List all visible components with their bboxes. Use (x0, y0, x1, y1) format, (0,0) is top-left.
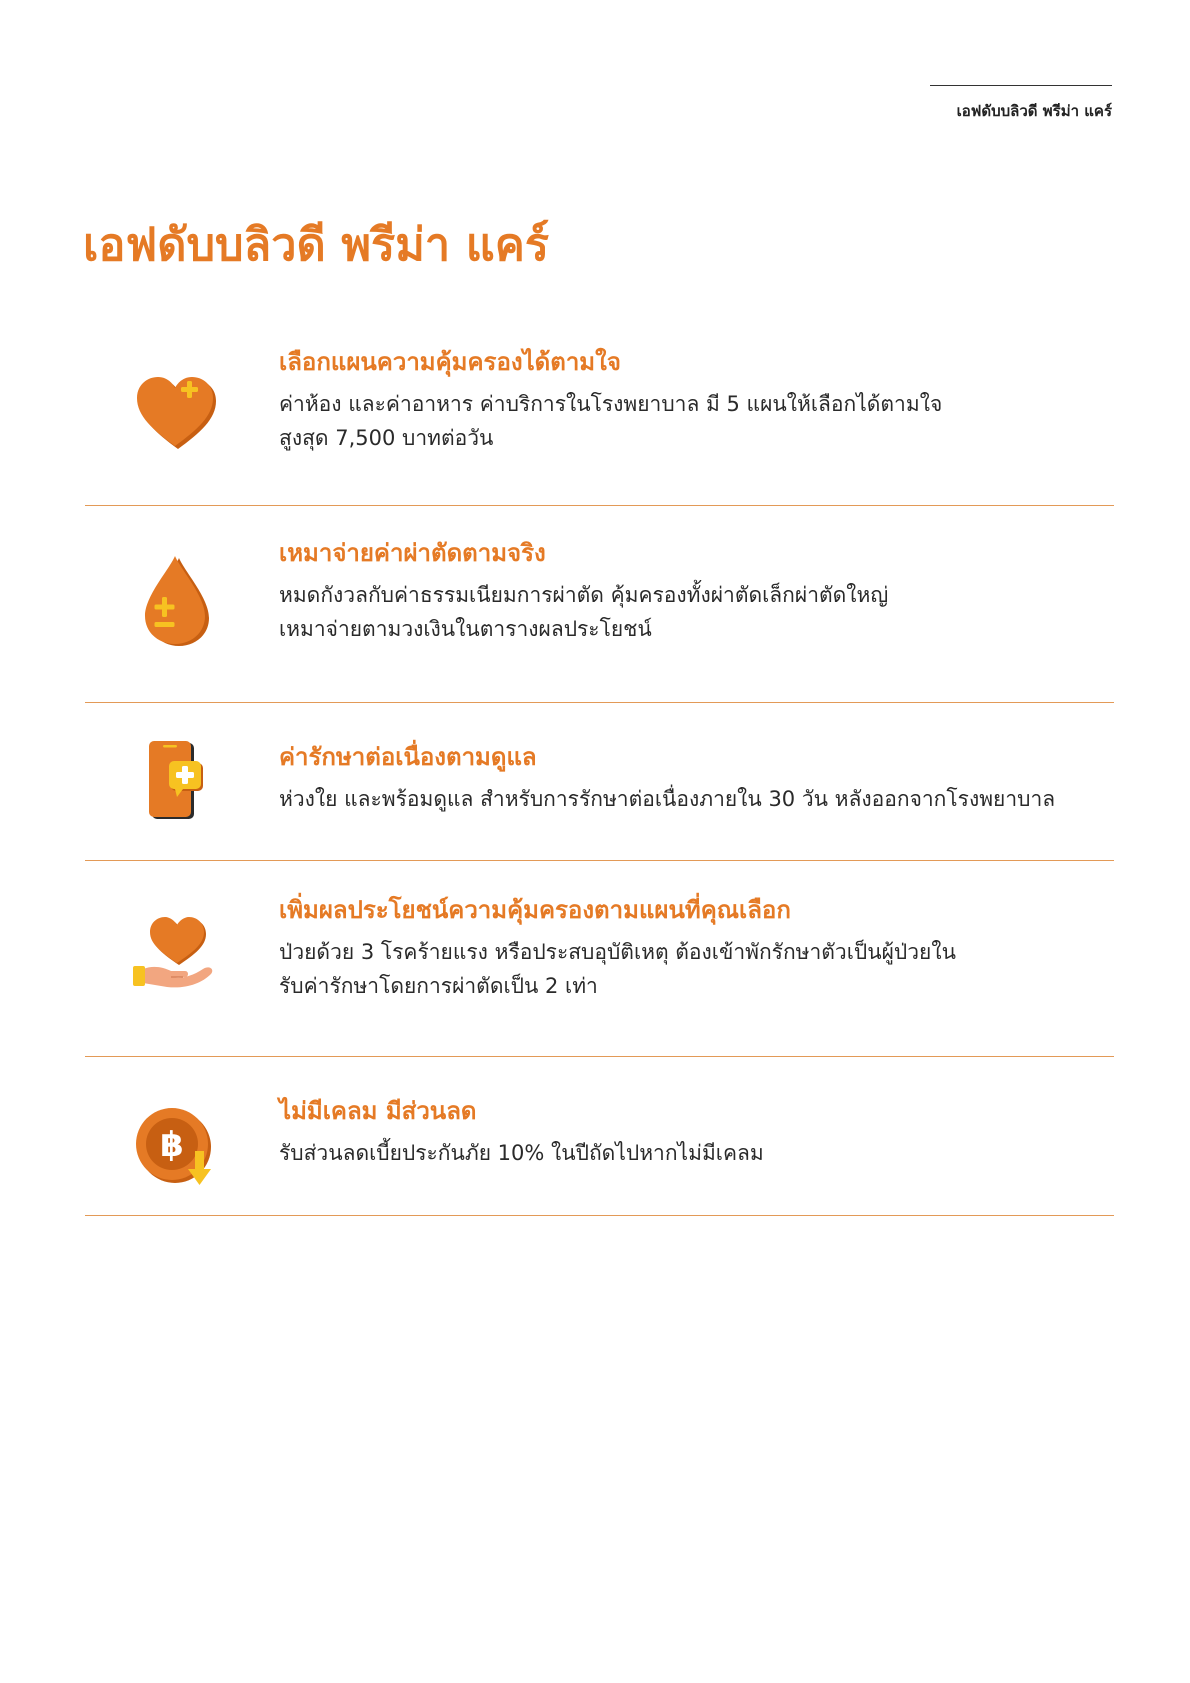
hand-heart-icon (125, 905, 225, 1005)
benefit-description-line: ค่าห้อง และค่าอาหาร ค่าบริการในโรงพยาบาล มี 5 แผนให้เลือกได้ตามใจ (279, 392, 943, 416)
baht-coin-down-icon (125, 1097, 225, 1197)
benefit-title: ค่ารักษาต่อเนื่องตามดูแล (279, 743, 537, 771)
benefit-description-line: สูงสุด 7,500 บาทต่อวัน (279, 426, 494, 450)
benefit-description-line: ป่วยด้วย 3 โรคร้ายแรง หรือประสบอุบัติเหตุ ต้องเข้าพักรักษาตัวเป็นผู้ป่วยใน (279, 940, 956, 964)
heart-plus-icon (125, 358, 225, 458)
running-header: เอฟดับบลิวดี พรีม่า แคร์ (930, 85, 1112, 123)
benefit-item-plan-choice (85, 330, 1114, 506)
benefit-description-line: เหมาจ่ายตามวงเงินในตารางผลประโยชน์ (279, 617, 652, 641)
benefit-description-line: รับส่วนลดเบี้ยประกันภัย 10% ในปีถัดไปหากไม่มีเคลม (279, 1141, 764, 1165)
benefit-title: เลือกแผนความคุ้มครองได้ตามใจ (279, 348, 621, 376)
benefit-description-line: รับค่ารักษาโดยการผ่าตัดเป็น 2 เท่า (279, 974, 598, 998)
benefit-item-no-claim-discount (85, 1057, 1114, 1216)
benefit-title: เพิ่มผลประโยชน์ความคุ้มครองตามแผนที่คุณเลือก (279, 896, 791, 924)
svg-text:฿: ฿ (160, 1125, 184, 1165)
benefit-item-follow-up-care (85, 703, 1114, 861)
page-title: เอฟดับบลิวดี พรีม่า แคร์ (83, 218, 550, 271)
benefit-list (85, 330, 1114, 1216)
drop-plus-minus-icon (125, 550, 225, 650)
benefit-description-line: ห่วงใย และพร้อมดูแล สำหรับการรักษาต่อเนื่องภายใน 30 วัน หลังออกจากโรงพยาบาล (279, 787, 1056, 811)
phone-medical-icon (125, 735, 225, 835)
benefit-title: เหมาจ่ายค่าผ่าตัดตามจริง (279, 539, 546, 567)
benefit-item-extra-coverage (85, 861, 1114, 1057)
benefit-title: ไม่มีเคลม มีส่วนลด (279, 1097, 477, 1125)
benefit-item-surgery (85, 506, 1114, 703)
benefit-description-line: หมดกังวลกับค่าธรรมเนียมการผ่าตัด คุ้มครองทั้งผ่าตัดเล็กผ่าตัดใหญ่ (279, 583, 889, 607)
